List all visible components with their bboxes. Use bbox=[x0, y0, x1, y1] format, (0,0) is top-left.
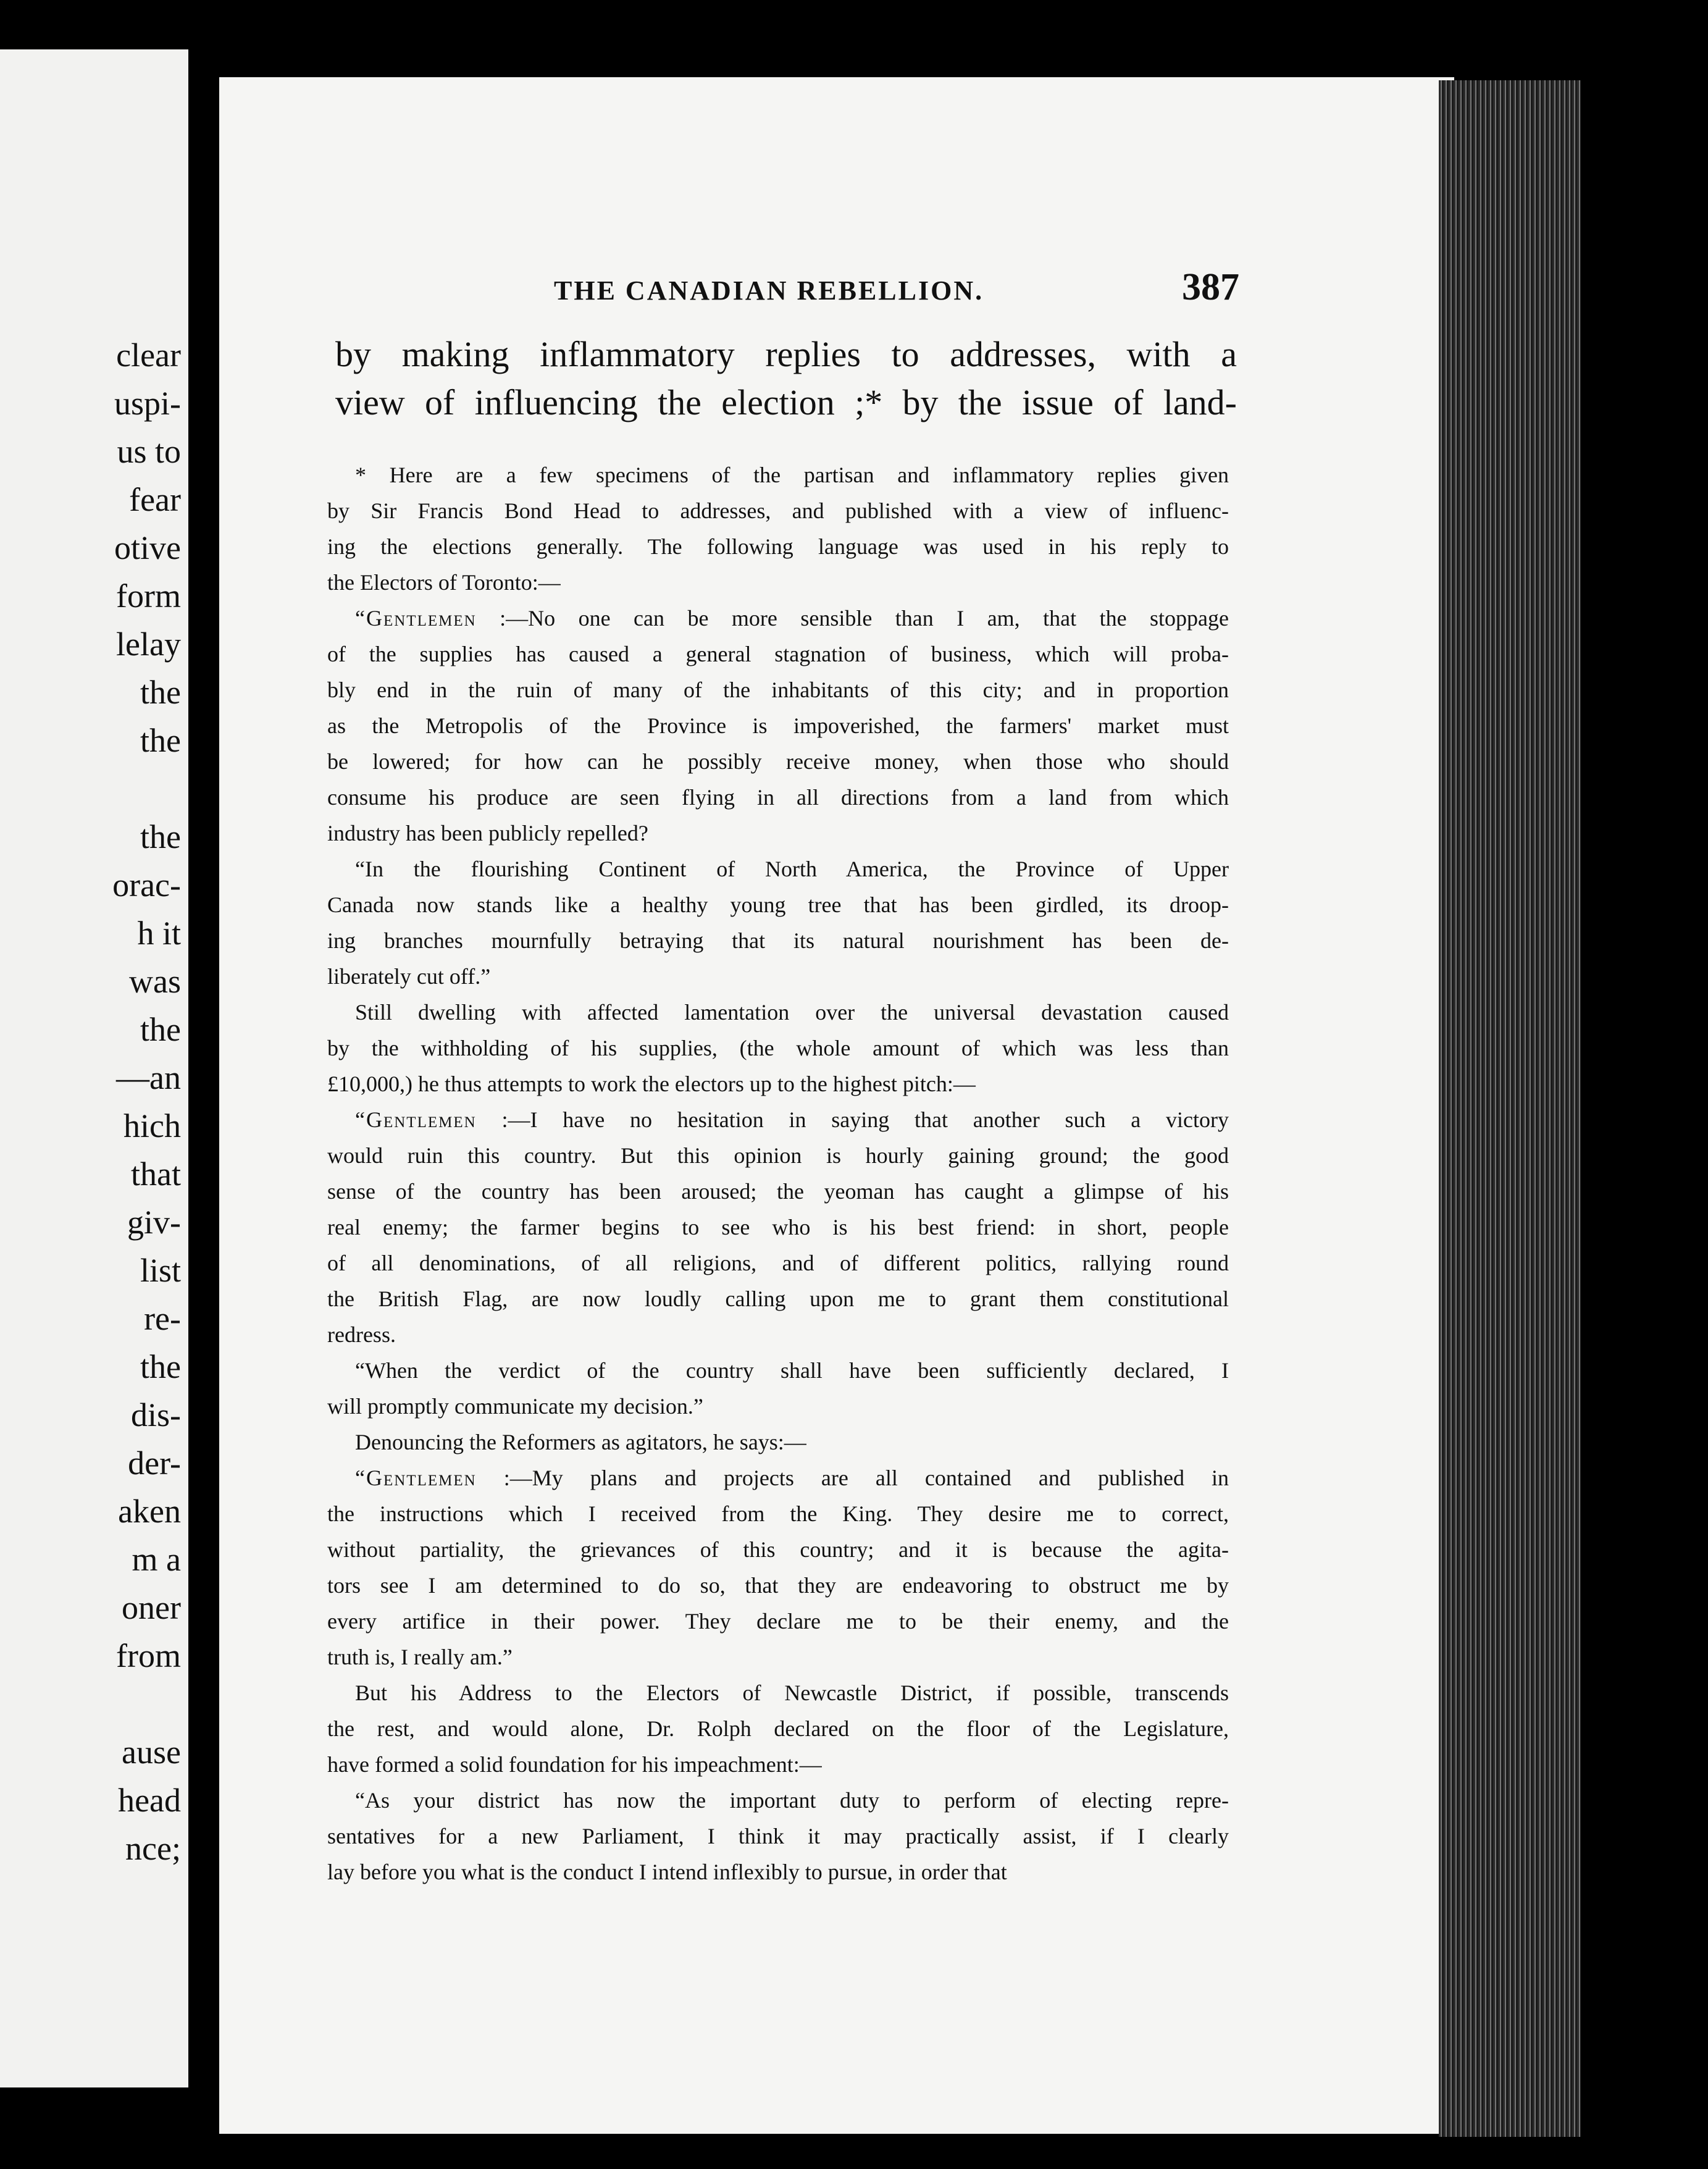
left-page-line: aken bbox=[118, 1493, 181, 1530]
footnote-line: * Here are a few specimens of the partisan and inflammatory replies given bbox=[355, 463, 1229, 487]
left-page-line: uspi- bbox=[114, 385, 181, 422]
footnote-paragraph bbox=[327, 1102, 1229, 1353]
footnote-text: :—No one can be more sensible than I am, that the stoppage bbox=[476, 606, 1229, 631]
left-page-line: form bbox=[116, 577, 181, 615]
footnote-paragraph bbox=[327, 457, 1229, 600]
left-page-line: oner bbox=[122, 1589, 181, 1626]
left-page-line: head bbox=[118, 1782, 181, 1819]
footnote-line: Still dwelling with affected lamentation over the universal devastation caused bbox=[355, 1000, 1229, 1025]
left-page-line: the bbox=[140, 818, 181, 855]
footnote-paragraph bbox=[327, 1675, 1229, 1782]
left-page-line: from bbox=[116, 1637, 181, 1674]
footnote-line: the instructions which I received from the King. They desire me to correct, bbox=[327, 1501, 1229, 1526]
left-page-line: the bbox=[140, 1011, 181, 1048]
footnote-line: the British Flag, are now loudly calling upon me to grant them constitutional bbox=[327, 1286, 1229, 1311]
body-text bbox=[335, 330, 1237, 427]
footnote-line: bly end in the ruin of many of the inhabitants of this city; and in proportion bbox=[327, 678, 1229, 702]
left-page-line: list bbox=[140, 1252, 181, 1289]
footnote bbox=[327, 457, 1229, 1890]
footnote-line: lay before you what is the conduct I intend inflexibly to pursue, in order that bbox=[327, 1860, 1007, 1884]
footnote-line: the Electors of Toronto:— bbox=[327, 570, 561, 595]
footnote-line: “In the flourishing Continent of North America, the Province of Upper bbox=[355, 857, 1229, 881]
body-line: view of influencing the election ;* by the issue of land- bbox=[335, 382, 1237, 422]
left-page-line: was bbox=[129, 963, 181, 1000]
footnote-line: sense of the country has been aroused; the yeoman has caught a glimpse of his bbox=[327, 1179, 1229, 1204]
footnote-line: have formed a solid foundation for his impeachment:— bbox=[327, 1752, 822, 1777]
footnote-line: by the withholding of his supplies, (the whole amount of which was less than bbox=[327, 1036, 1229, 1060]
left-page-line: hich bbox=[123, 1107, 181, 1144]
left-page-line: clear bbox=[116, 337, 181, 374]
left-page-line: dis- bbox=[131, 1396, 181, 1433]
footnote-line: real enemy; the farmer begins to see who is his best friend: in short, people bbox=[327, 1215, 1229, 1240]
footnote-line: tors see I am determined to do so, that they are endeavoring to obstruct me by bbox=[327, 1573, 1229, 1598]
page-number: 387 bbox=[1182, 266, 1239, 308]
footnote-line: liberately cut off.” bbox=[327, 964, 491, 989]
salutation: “Gentlemen bbox=[355, 1466, 477, 1490]
footnote-paragraph bbox=[327, 851, 1229, 994]
footnote-line: But his Address to the Electors of Newcastle District, if possible, transcends bbox=[355, 1680, 1229, 1705]
page-header bbox=[554, 266, 1239, 321]
left-page-line: that bbox=[131, 1156, 181, 1193]
left-page-line: ause bbox=[122, 1734, 181, 1771]
book-gutter bbox=[188, 0, 219, 2169]
footnote-line: be lowered; for how can he possibly receive money, when those who should bbox=[327, 749, 1229, 774]
left-page-line: the bbox=[140, 1348, 181, 1385]
footnote-line: truth is, I really am.” bbox=[327, 1645, 513, 1669]
running-head: THE CANADIAN REBELLION. bbox=[554, 275, 984, 306]
footnote-line: as the Metropolis of the Province is impoverished, the farmers' market must bbox=[327, 713, 1229, 738]
footnote-text: :—I have no hesitation in saying that another such a victory bbox=[476, 1107, 1229, 1132]
left-page-line: the bbox=[140, 674, 181, 711]
left-page-line: re- bbox=[144, 1300, 181, 1337]
footnote-line: redress. bbox=[327, 1322, 396, 1347]
left-page-line: —an bbox=[116, 1059, 181, 1096]
footnote-paragraph bbox=[327, 994, 1229, 1102]
left-page-line: h it bbox=[137, 915, 181, 952]
footnote-line: every artifice in their power. They declare me to be their enemy, and the bbox=[327, 1609, 1229, 1634]
left-page-line: the bbox=[140, 722, 181, 759]
footnote-line: would ruin this country. But this opinion is hourly gaining ground; the good bbox=[327, 1143, 1229, 1168]
footnote-text: :—My plans and projects are all contained and published in bbox=[476, 1466, 1229, 1490]
left-page-line: us to bbox=[117, 433, 181, 470]
footnote-line: of all denominations, of all religions, and of different politics, rallying round bbox=[327, 1251, 1229, 1275]
footnote-line bbox=[327, 600, 1229, 636]
footnote-line: Denouncing the Reformers as agitators, he says:— bbox=[355, 1430, 806, 1454]
footnote-line: “As your district has now the important duty to perform of electing repre- bbox=[355, 1788, 1229, 1813]
footnote-line: Canada now stands like a healthy young tree that has been girdled, its droop- bbox=[327, 892, 1229, 917]
footnote-line: will promptly communicate my decision.” bbox=[327, 1394, 703, 1419]
footnote-line: by Sir Francis Bond Head to addresses, and published with a view of influenc- bbox=[327, 498, 1229, 523]
footnote-paragraph bbox=[327, 1460, 1229, 1675]
footnote-paragraph bbox=[327, 1424, 1229, 1460]
footnote-line: ing the elections generally. The following language was used in his reply to bbox=[327, 534, 1229, 559]
footnote-line: “When the verdict of the country shall have been sufficiently declared, I bbox=[355, 1358, 1229, 1383]
left-page-line: m a bbox=[132, 1541, 181, 1578]
footnote-line: of the supplies has caused a general stagnation of business, which will proba- bbox=[327, 642, 1229, 666]
footnote-line: sentatives for a new Parliament, I think it may practically assist, if I clearly bbox=[327, 1824, 1229, 1848]
left-page-line: nce; bbox=[125, 1830, 181, 1867]
left-page-line: otive bbox=[114, 529, 181, 566]
body-line: by making inflammatory replies to addresses, with a bbox=[335, 334, 1237, 374]
footnote-line: without partiality, the grievances of this country; and it is because the agita- bbox=[327, 1537, 1229, 1562]
left-page-line: fear bbox=[129, 481, 181, 518]
left-page-line: giv- bbox=[127, 1204, 181, 1241]
left-page-line: orac- bbox=[112, 866, 181, 904]
footnote-line: industry has been publicly repelled? bbox=[327, 821, 648, 845]
salutation: “Gentlemen bbox=[355, 1107, 477, 1132]
footnote-line bbox=[327, 1102, 1229, 1138]
footnote-paragraph bbox=[327, 600, 1229, 851]
footnote-paragraph bbox=[327, 1353, 1229, 1424]
footnote-line: the rest, and would alone, Dr. Rolph declared on the floor of the Legislature, bbox=[327, 1716, 1229, 1741]
footnote-line: £10,000,) he thus attempts to work the electors up to the highest pitch:— bbox=[327, 1072, 976, 1096]
footnote-line bbox=[327, 1460, 1229, 1496]
page-edges bbox=[1439, 80, 1581, 2137]
left-page-fragment bbox=[0, 49, 188, 2087]
footnote-paragraph bbox=[327, 1782, 1229, 1890]
salutation: “Gentlemen bbox=[355, 606, 477, 631]
footnote-line: ing branches mournfully betraying that its natural nourishment has been de- bbox=[327, 928, 1229, 953]
footnote-line: consume his produce are seen flying in all directions from a land from which bbox=[327, 785, 1229, 810]
left-page-line: lelay bbox=[116, 626, 181, 663]
left-page-line: der- bbox=[128, 1445, 181, 1482]
